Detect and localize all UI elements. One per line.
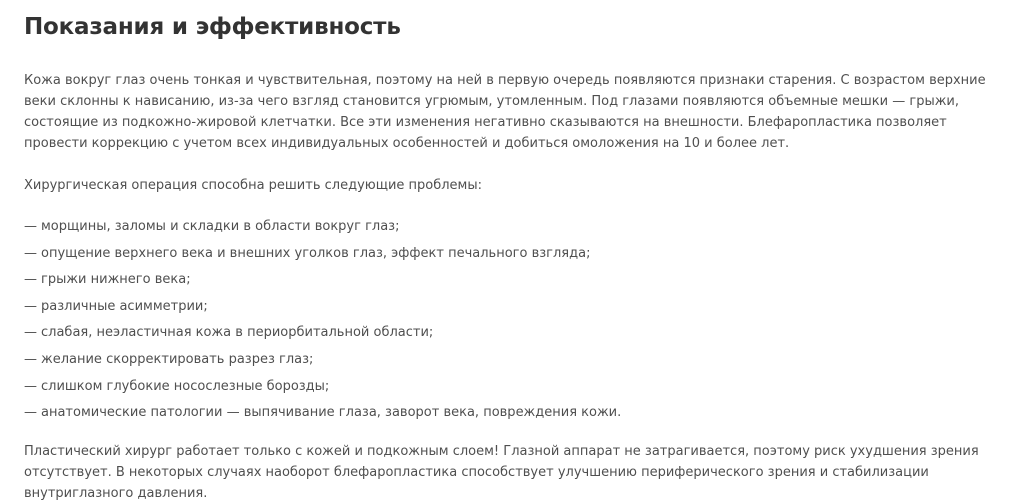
list-lead-paragraph: Хирургическая операция способна решить следующие проблемы: bbox=[24, 178, 483, 193]
list-item bbox=[24, 374, 990, 401]
list-item-text: различные асимметрии; bbox=[41, 298, 208, 314]
dash-marker: — bbox=[24, 219, 37, 234]
list-item bbox=[24, 347, 990, 374]
problems-list bbox=[24, 214, 990, 427]
list-item-text: слишком глубокие носослезные борозды; bbox=[41, 378, 330, 394]
dash-marker: — bbox=[24, 351, 37, 367]
dash-marker: — bbox=[24, 378, 37, 394]
list-item-text: анатомические патологии — выпячивание глаза, заворот века, повреждения кожи. bbox=[41, 405, 622, 421]
dash-marker: — bbox=[24, 298, 37, 314]
dash-marker: — bbox=[24, 325, 37, 341]
outro-paragraph: Пластический хирург работает только с кожей и подкожным слоем! Глазной аппарат не затрагивается, поэтому риск ухудшения зрения отсутствует. В некоторых случаях наоборот блефаропластика способствует улучшению периферического зрения и стабилизации внутриглазного давления. bbox=[24, 443, 979, 501]
list-item bbox=[24, 400, 990, 427]
intro-paragraph: Кожа вокруг глаз очень тонкая и чувствительная, поэтому на ней в первую очередь появляются признаки старения. С возрастом верхние веки склонны к нависанию, из-за чего взгляд становится угрюмым, утомленным. Под глазами появляются объемные мешки — грыжи, состоящие из подкожно-жировой клетчатки. Все эти изменения негативно сказываются на внешности. Блефаропластика позволяет провести коррекцию с учетом всех индивидуальных особенностей и добиться омоложения на 10 и более лет. bbox=[24, 73, 986, 151]
list-item bbox=[24, 214, 990, 241]
list-item bbox=[24, 294, 990, 321]
section-heading: Показания и эффективность bbox=[24, 14, 401, 40]
dash-marker: — bbox=[24, 405, 37, 421]
list-item-text: опущение верхнего века и внешних уголков глаз, эффект печального взгляда; bbox=[41, 245, 591, 261]
list-item bbox=[24, 241, 990, 268]
list-item-text: слабая, неэластичная кожа в периорбитальной области; bbox=[41, 325, 434, 341]
list-item-text: грыжи нижнего века; bbox=[41, 272, 191, 288]
list-item-text: желание скорректировать разрез глаз; bbox=[41, 351, 314, 367]
dash-marker: — bbox=[24, 272, 37, 288]
list-item bbox=[24, 320, 990, 347]
list-item bbox=[24, 267, 990, 294]
list-item-text: морщины, заломы и складки в области вокруг глаз; bbox=[41, 219, 400, 234]
dash-marker: — bbox=[24, 245, 37, 261]
